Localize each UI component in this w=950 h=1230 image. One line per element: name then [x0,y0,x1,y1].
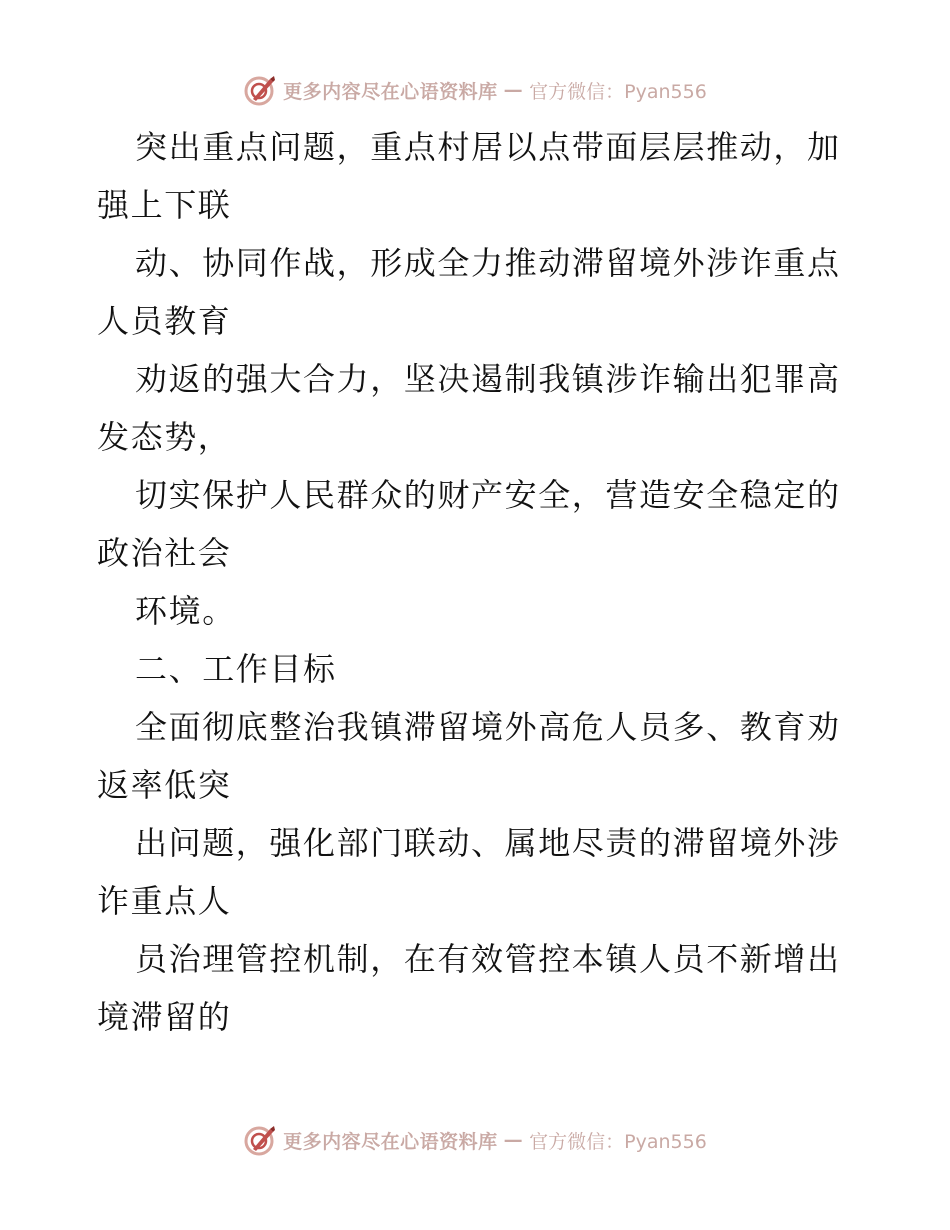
section-heading: 二、工作目标 [135,650,337,688]
document-body [97,118,857,1046]
pen-logo-icon [243,1123,277,1157]
paragraph: 切实保护人民群众的财产安全，营造安全稳定的政治社会 [97,476,841,572]
watermark-wechat: 官方微信：Pyan556 [529,1130,707,1153]
watermark-dash: — [503,79,524,101]
paragraph: 出问题，强化部门联动、属地尽责的滞留境外涉诈重点人 [97,824,841,920]
paragraph: 员治理管控机制，在有效管控本镇人员不新增出境滞留的 [97,940,841,1036]
watermark-text: 更多内容尽在心语资料库 [283,80,498,103]
watermark-header [0,70,950,110]
watermark-text: 更多内容尽在心语资料库 [283,1130,498,1153]
watermark-wechat: 官方微信：Pyan556 [529,80,707,103]
pen-logo-icon [243,73,277,107]
watermark-dash: — [503,1129,524,1151]
paragraph: 突出重点问题，重点村居以点带面层层推动，加强上下联 [97,128,841,224]
paragraph: 动、协同作战，形成全力推动滞留境外涉诈重点人员教育 [97,244,841,340]
paragraph: 环境。 [135,592,236,630]
watermark-footer [0,1120,950,1160]
paragraph: 全面彻底整治我镇滞留境外高危人员多、教育劝返率低突 [97,708,841,804]
paragraph: 劝返的强大合力，坚决遏制我镇涉诈输出犯罪高发态势， [97,360,841,456]
